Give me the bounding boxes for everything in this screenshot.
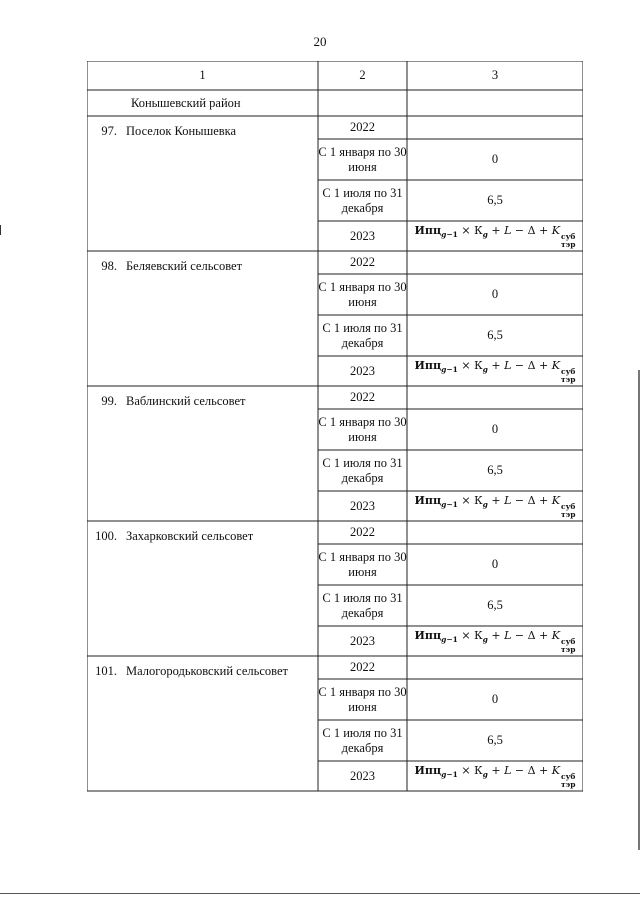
- value-cell: [407, 720, 583, 761]
- period-label: 2022: [350, 390, 375, 404]
- tariff-formula: $Ипц_{g-1} \times К_g + L - \Delta + K$ суб тэр: [414, 359, 576, 384]
- entry-name: Поселок Конышевка: [126, 124, 237, 138]
- period-cell: [318, 521, 407, 544]
- period-label: С 1 июля по 31 декабря: [322, 590, 403, 620]
- value-cell: [407, 761, 583, 791]
- value-cell: [407, 521, 583, 544]
- value-cell: [407, 356, 583, 386]
- entry-name: Беляевский сельсовет: [126, 259, 243, 273]
- value-label: 0: [491, 422, 499, 436]
- value-cell: [407, 626, 583, 656]
- period-label: 2022: [350, 120, 375, 134]
- period-label: 2023: [350, 228, 375, 243]
- period-cell: [318, 720, 407, 761]
- period-label: С 1 января по 30 июня: [318, 684, 407, 714]
- entry-name: Захарковский сельсовет: [126, 529, 254, 543]
- value-cell: [407, 544, 583, 585]
- value-cell: [407, 221, 583, 251]
- value-cell: [407, 315, 583, 356]
- period-label: С 1 июля по 31 декабря: [322, 185, 403, 215]
- period-label: 2023: [350, 363, 375, 378]
- scan-edge-mark: [0, 225, 1, 235]
- value-label: 6,5: [487, 328, 503, 342]
- entry-name: Ваблинский сельсовет: [126, 394, 246, 408]
- period-cell: [318, 450, 407, 491]
- period-cell: [318, 116, 407, 139]
- period-label: С 1 января по 30 июня: [318, 414, 407, 444]
- scan-edge-line: [0, 893, 640, 894]
- value-cell: [407, 679, 583, 720]
- period-cell: [318, 491, 407, 521]
- period-cell: [318, 356, 407, 386]
- page-number: 20: [313, 34, 327, 49]
- period-label: 2023: [350, 498, 375, 513]
- period-label: 2022: [350, 525, 375, 539]
- header-label: 3: [491, 68, 499, 82]
- period-label: С 1 января по 30 июня: [318, 279, 407, 309]
- district-cell: [87, 90, 318, 116]
- period-cell: [318, 180, 407, 221]
- value-label: 6,5: [487, 733, 503, 747]
- period-label: С 1 января по 30 июня: [318, 144, 407, 174]
- period-cell: [318, 544, 407, 585]
- period-label: 2023: [350, 768, 375, 783]
- value-cell: [407, 491, 583, 521]
- period-cell: [318, 409, 407, 450]
- entry-name-cell: [87, 116, 318, 259]
- header-label: 2: [359, 68, 366, 82]
- period-cell: [318, 139, 407, 180]
- period-cell: [318, 274, 407, 315]
- value-label: 6,5: [487, 193, 503, 207]
- tariff-formula: $Ипц_{g-1} \times К_g + L - \Delta + K$ суб тэр: [414, 224, 576, 249]
- value-label: 6,5: [487, 598, 503, 612]
- period-cell: [318, 656, 407, 679]
- entry-name-cell: [87, 521, 318, 664]
- value-cell: [407, 409, 583, 450]
- period-cell: [318, 386, 407, 409]
- entry-number: 97.: [101, 124, 117, 138]
- period-cell: [318, 221, 407, 251]
- period-label: С 1 января по 30 июня: [318, 549, 407, 579]
- period-cell: [318, 585, 407, 626]
- value-label: 0: [491, 557, 499, 571]
- period-label: С 1 июля по 31 декабря: [322, 320, 403, 350]
- entry-name: Малогородьковский сельсовет: [126, 664, 288, 678]
- value-cell: [407, 450, 583, 491]
- value-label: 0: [491, 692, 499, 706]
- value-label: 6,5: [487, 463, 503, 477]
- value-cell: [407, 139, 583, 180]
- entry-name-cell: [87, 656, 318, 799]
- tariff-table: [87, 61, 583, 815]
- entry-number: 99.: [101, 394, 117, 408]
- value-cell: [407, 251, 583, 274]
- entry-number: 101.: [95, 664, 117, 678]
- value-label: 0: [491, 287, 499, 301]
- district-label: Конышевский район: [131, 95, 241, 110]
- period-cell: [318, 251, 407, 274]
- tariff-formula: $Ипц_{g-1} \times К_g + L - \Delta + K$ суб тэр: [414, 629, 576, 654]
- value-cell: [407, 180, 583, 221]
- value-cell: [407, 116, 583, 139]
- period-cell: [318, 626, 407, 656]
- entry-name-cell: [87, 251, 318, 394]
- header-cell-3: [407, 61, 583, 90]
- value-cell: [407, 656, 583, 679]
- tariff-formula: $Ипц_{g-1} \times К_g + L - \Delta + K$ суб тэр: [414, 494, 576, 519]
- entry-number: 100.: [95, 529, 117, 543]
- period-cell: [318, 679, 407, 720]
- tariff-formula: $Ипц_{g-1} \times К_g + L - \Delta + K$ суб тэр: [414, 764, 576, 789]
- entry-number: 98.: [101, 259, 117, 273]
- period-label: С 1 июля по 31 декабря: [322, 725, 403, 755]
- period-cell: [318, 761, 407, 791]
- period-label: 2022: [350, 255, 375, 269]
- header-cell-2: [318, 61, 407, 90]
- period-label: 2023: [350, 633, 375, 648]
- header-label: 1: [199, 68, 206, 82]
- header-cell-1: [87, 61, 318, 90]
- period-label: 2022: [350, 660, 375, 674]
- value-cell: [407, 386, 583, 409]
- value-label: 0: [491, 152, 499, 166]
- entry-name-cell: [87, 386, 318, 529]
- period-cell: [318, 315, 407, 356]
- value-cell: [407, 274, 583, 315]
- period-label: С 1 июля по 31 декабря: [322, 455, 403, 485]
- value-cell: [407, 585, 583, 626]
